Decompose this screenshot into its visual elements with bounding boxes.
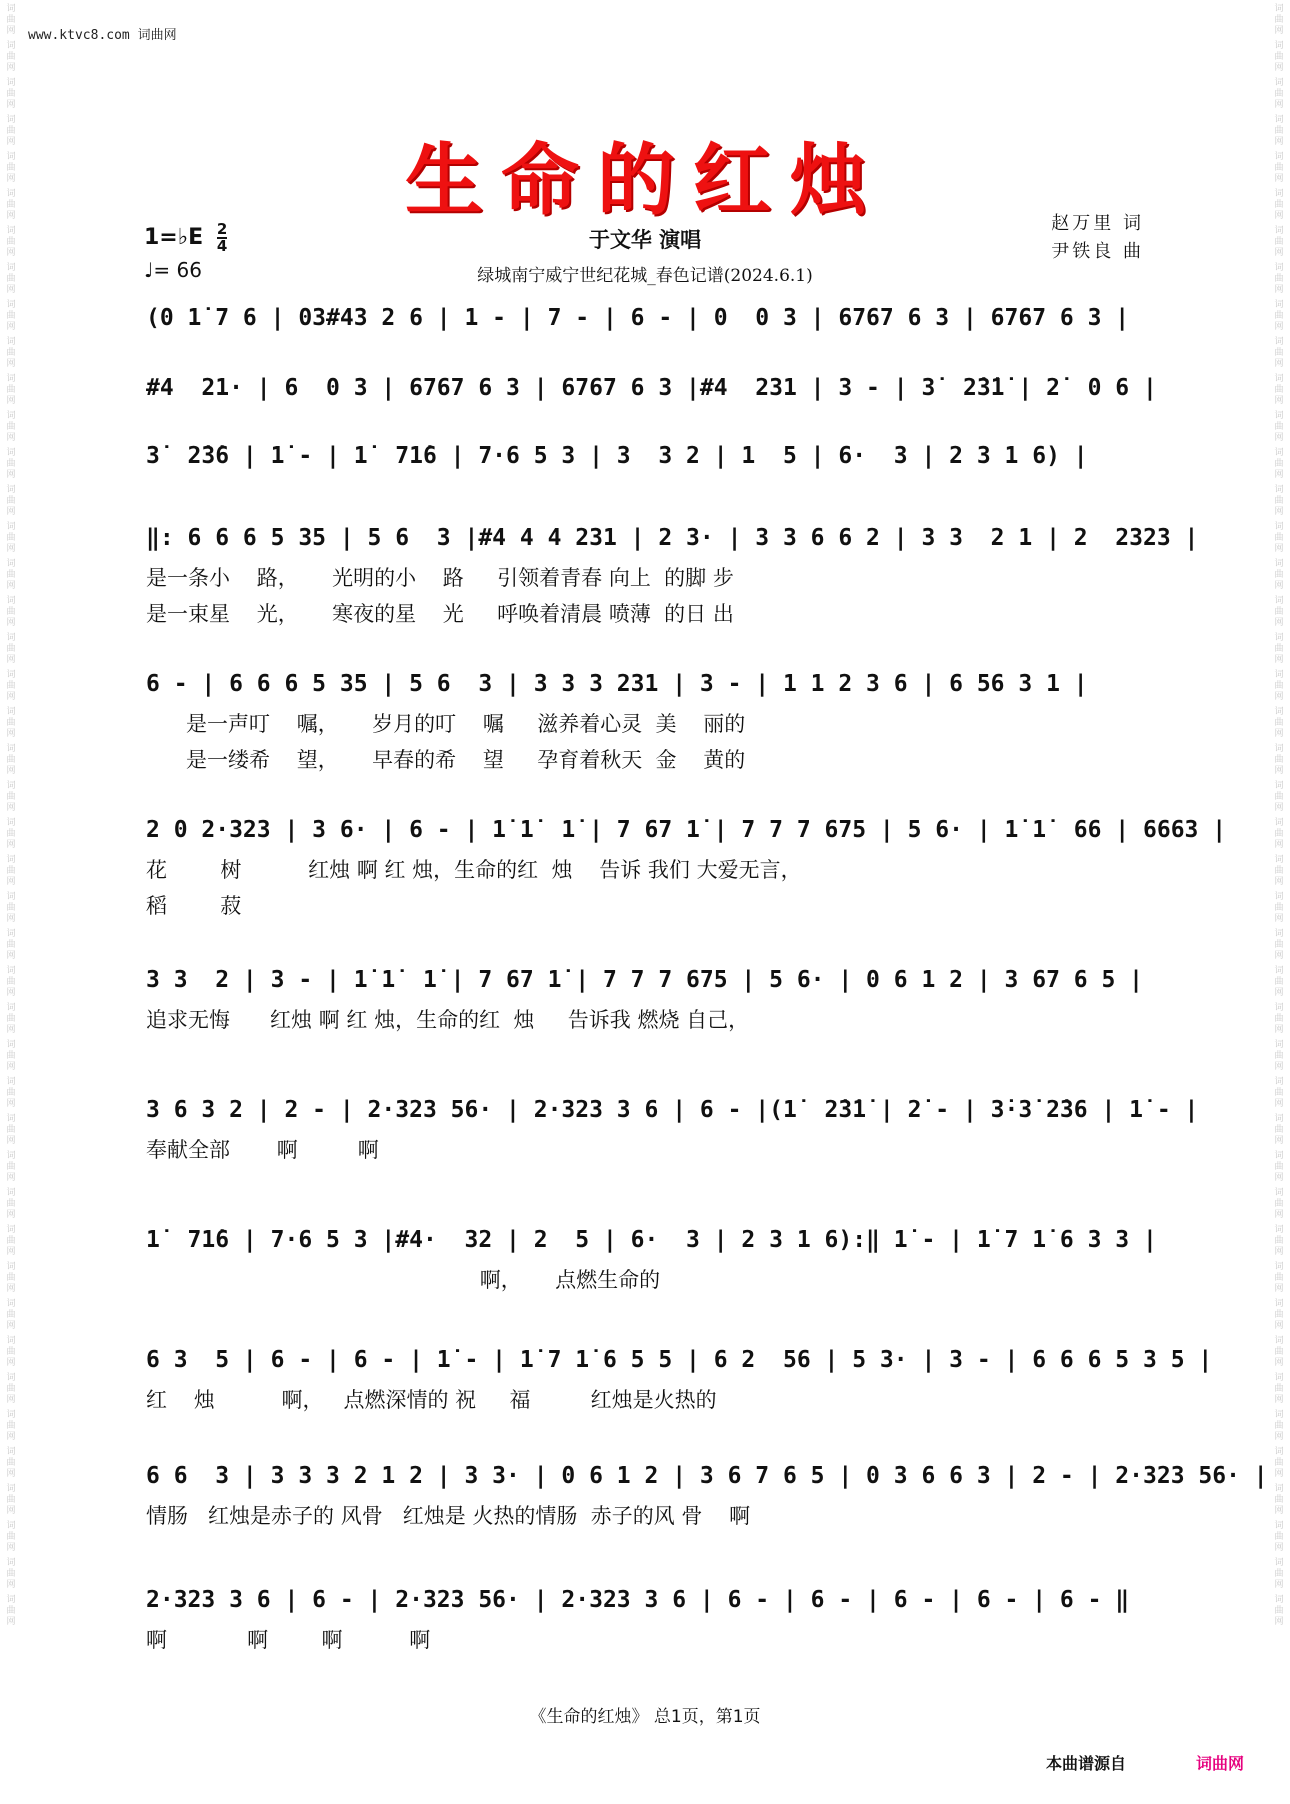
lyricist-credit: 赵万里 词 xyxy=(1051,213,1144,234)
lyric-line: 是一条小 路， 光明的小 路 引领着青春 向上 的脚 步 xyxy=(146,566,734,590)
system-7 xyxy=(146,958,1148,1038)
notation-line: 6 6 3 | 3 3 3 2 1 2 | 3 3· | 0 6 1 2 | 3 6 7 6 5 | 0 3 6 6 3 | 2 - | 2·323 56· | xyxy=(146,1463,1268,1489)
lyric-line: 花 树 红烛 啊 红 烛，生命的红 烛 告诉 我们 大爱无言， xyxy=(146,858,802,882)
site-label[interactable]: www.ktvc8.com 词曲网 xyxy=(28,28,177,43)
notation-line: 6 3 5 | 6 - | 6 - | 1̇ - | 1̇ 7 1̇ 6 5 5 | 6 2 56 | 5 3· | 3 - | 6 6 6 5 3 5 | xyxy=(146,1347,1213,1373)
lyric-line: 是一束星 光， 寒夜的星 光 呼唤着清晨 喷薄 的日 出 xyxy=(146,602,734,626)
notation-line: 1̇ 71̇6 | 7·6 5 3 |#4· 32 | 2 5 | 6· 3 | 2 3 1 6):‖ 1̇ - | 1̇ 7 1̇ 6 3 3 | xyxy=(146,1227,1157,1253)
lyric-line: 是一缕希 望， 早春的希 望 孕育着秋天 金 黄的 xyxy=(146,748,746,772)
notation-line: 3 3 2 | 3 - | 1̇ 1̇ 1̇ | 7 67 1̇ | 7 7 7 675 | 5 6· | 0 6 1 2 | 3 67 6 5 | xyxy=(146,967,1143,993)
system-11 xyxy=(146,1454,1268,1534)
lyric-line: 啊 啊 啊 啊 xyxy=(146,1628,431,1652)
notation-line: 3̇ 2̇3̇6 | 1̇ - | 1̇ 71̇6 | 7·6 5 3 | 3 3 2 | 1 5 | 6· 3 | 2 3 1 6) | xyxy=(146,443,1088,469)
system-2 xyxy=(146,366,1157,410)
key-label: 1=♭E xyxy=(144,225,204,250)
notation-line: 2·323 3 6 | 6 - | 2·323 56· | 2·323 3 6 | 6 - | 6 - | 6 - | 6 - | 6 - ‖ xyxy=(146,1587,1130,1613)
watermark-right: 词曲网 词曲网 词曲网 词曲网 词曲网 词曲网 词曲网 词曲网 词曲网 词曲网 词曲网 词曲网 词曲网 词曲网 词曲网 词曲网 词曲网 词曲网 词曲网 词曲网 词曲网 词曲网 词曲网 词曲网 词曲网 词曲网 词曲网 词曲网 词曲网 词曲网 词曲网 词曲网 词曲网 词曲网 词曲网 词曲网 词曲网 词曲网 词曲网 词曲网 词曲网 词曲网 词曲网 词曲网 xyxy=(1274,4,1284,1627)
page-footer: 《生命的红烛》 总1页，第1页 xyxy=(529,1707,761,1727)
tempo-mark: ♩= 66 xyxy=(144,258,202,282)
brand-link[interactable]: 词曲网 xyxy=(1196,1754,1245,1773)
lyric-line: 追求无悔 红烛 啊 红 烛，生命的红 烛 告诉我 燃烧 自己， xyxy=(146,1008,750,1032)
song-title: 生命的红烛 xyxy=(404,135,885,226)
notation-line: ‖: 6 6 6 5 35 | 5 6 3 |#4 4 4 231 | 2 3· | 3 3 6 6 2 | 3 3 2 1 | 2 2323 | xyxy=(146,525,1199,551)
system-5 xyxy=(146,662,1148,778)
system-1 xyxy=(146,296,1148,340)
lyric-line: 啊， 点燃生命的 xyxy=(146,1268,661,1292)
recorder-credit: 绿城南宁威宁世纪花城_春色记谱(2024.6.1) xyxy=(477,266,813,286)
source-label: 本曲谱源自 xyxy=(1046,1754,1127,1773)
notation-line: 2 0 2·323 | 3 6· | 6 - | 1̇ 1̇ 1̇ | 7 67 1̇ | 7 7 7 675 | 5 6· | 1̇ 1̇ 66 | 6663 | xyxy=(146,817,1227,843)
notation-line: 6 - | 6 6 6 5 35 | 5 6 3 | 3 3 3 231 | 3 - | 1 1 2 3 6 | 6 56 3 1 | xyxy=(146,671,1088,697)
system-10 xyxy=(146,1338,1213,1418)
system-9 xyxy=(146,1218,1157,1298)
notation-line: 3 6 3 2 | 2 - | 2·323 56· | 2·323 3 6 | 6 - |(1̇ 2̇3̇1̇ | 2̇ - | 3̇·3̇ 2̇36 | 1̇ - | xyxy=(146,1097,1199,1123)
system-3 xyxy=(146,434,1148,478)
time-bottom: 4 xyxy=(216,237,228,255)
system-8 xyxy=(146,1088,1199,1168)
system-4 xyxy=(146,516,1199,632)
system-12 xyxy=(146,1578,1148,1658)
notation-line: #4 21· | 6 0 3 | 6767 6 3 | 6767 6 3 |#4 231 | 3 - | 3̇ 2̇3̇1̇ | 2̇ 0 6 | xyxy=(146,375,1157,401)
system-6 xyxy=(146,808,1227,924)
singer-credit: 于文华 演唱 xyxy=(588,228,702,252)
lyric-line: 是一声叮 嘱， 岁月的叮 嘱 滋养着心灵 美 丽的 xyxy=(146,712,746,736)
composer-credit: 尹铁良 曲 xyxy=(1051,241,1144,262)
time-top: 2 xyxy=(216,220,228,238)
watermark-left: 词曲网 词曲网 词曲网 词曲网 词曲网 词曲网 词曲网 词曲网 词曲网 词曲网 词曲网 词曲网 词曲网 词曲网 词曲网 词曲网 词曲网 词曲网 词曲网 词曲网 词曲网 词曲网 词曲网 词曲网 词曲网 词曲网 词曲网 词曲网 词曲网 词曲网 词曲网 词曲网 词曲网 词曲网 词曲网 词曲网 词曲网 词曲网 词曲网 词曲网 词曲网 词曲网 词曲网 词曲网 xyxy=(6,4,16,1627)
lyric-line: 情肠 红烛是赤子的 风骨 红烛是 火热的情肠 赤子的风 骨 啊 xyxy=(146,1504,751,1528)
lyric-line: 红 烛 啊， 点燃深情的 祝 福 红烛是火热的 xyxy=(146,1388,717,1412)
author-credits xyxy=(1051,210,1144,266)
lyric-line: 稻 菽 xyxy=(146,894,242,918)
lyric-line: 奉献全部 啊 啊 xyxy=(146,1138,379,1162)
notation-line: (0 1̇ 7 6 | 03#43 2 6 | 1 - | 7 - | 6 - | 0 0 3 | 6767 6 3 | 6767 6 3 | xyxy=(146,305,1130,331)
